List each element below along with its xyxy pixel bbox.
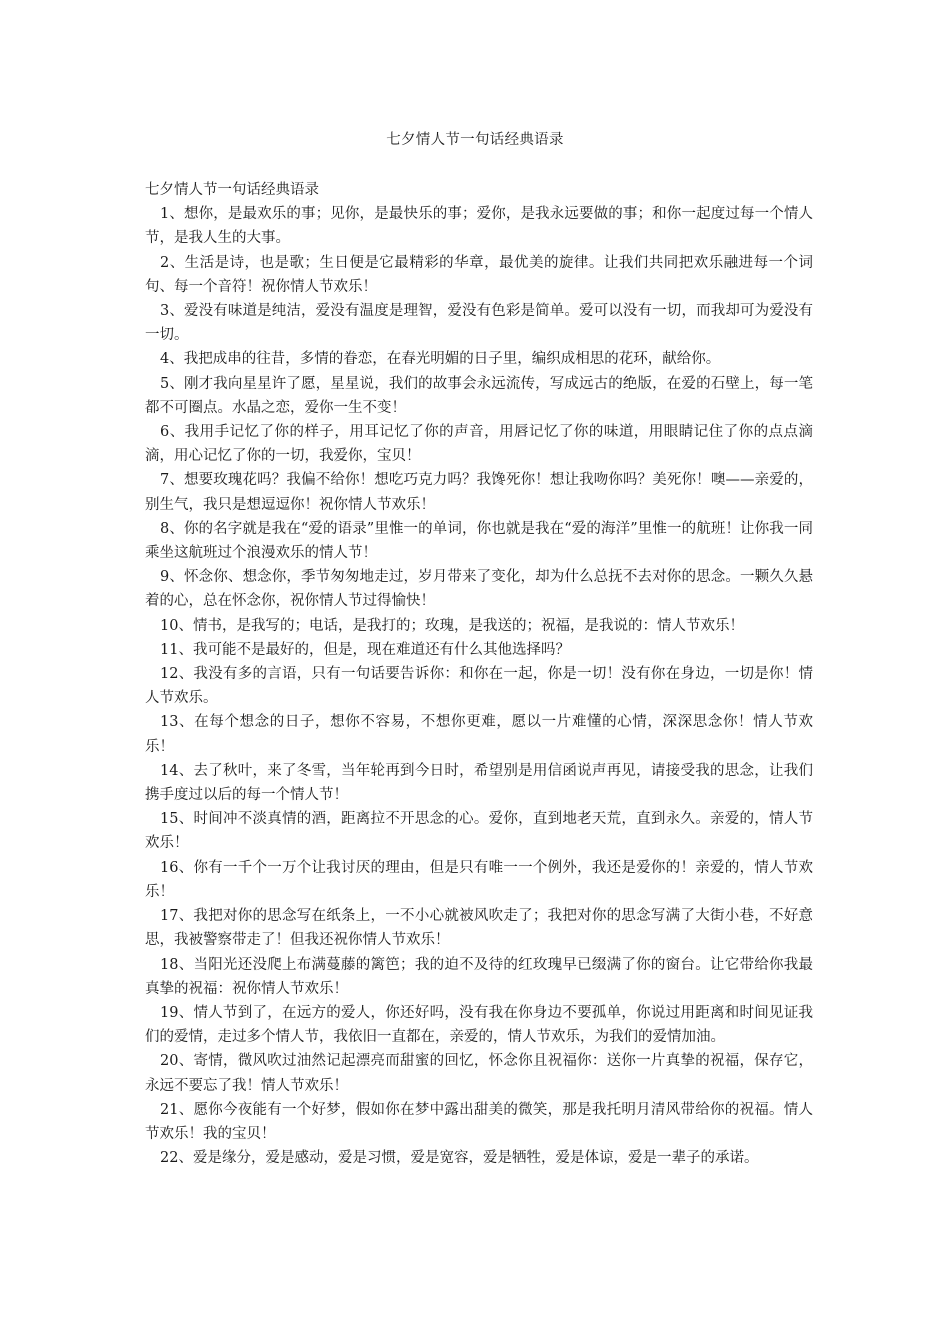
paragraph: 10、情书，是我写的；电话，是我打的；玫瑰，是我送的；祝福，是我说的：情人节欢乐！ — [160, 617, 744, 634]
paragraph: 1、想你，是最欢乐的事；见你，是最快乐的事；爱你，是我永远要做的事；和你一起度过每一个情人节，是我人生的大事。 — [145, 206, 813, 247]
paragraph: 12、我没有多的言语，只有一句话要告诉你：和你在一起，你是一切！没有你在身边，一切是你！情人节欢乐。 — [145, 666, 813, 707]
paragraph: 7、想要玫瑰花吗？我偏不给你！想吃巧克力吗？我馋死你！想让我吻你吗？美死你！噢——亲爱的，别生气，我只是想逗逗你！祝你情人节欢乐！ — [145, 472, 813, 513]
paragraph: 6、我用手记忆了你的样子，用耳记忆了你的声音，用唇记忆了你的味道，用眼睛记住了你的点点滴滴，用心记忆了你的一切，我爱你，宝贝！ — [145, 424, 813, 465]
paragraph: 22、爱是缘分，爱是感动，爱是习惯，爱是宽容，爱是牺牲，爱是体谅，爱是一辈子的承诺。 — [160, 1150, 759, 1167]
paragraph: 20、寄情，微风吹过油然记起漂亮而甜蜜的回忆，怀念你且祝福你：送你一片真挚的祝福，保存它，永远不要忘了我！情人节欢乐！ — [145, 1053, 813, 1094]
paragraph: 2、生活是诗，也是歌；生日便是它最精彩的华章，最优美的旋律。让我们共同把欢乐融进每一个词句、每一个音符！祝你情人节欢乐！ — [145, 254, 813, 295]
paragraph: 13、在每个想念的日子，想你不容易，不想你更难，愿以一片难懂的心情，深深思念你！情人节欢乐！ — [145, 714, 813, 755]
paragraph: 17、我把对你的思念写在纸条上，一不小心就被风吹走了；我把对你的思念写满了大街小巷，不好意思，我被警察带走了！但我还祝你情人节欢乐！ — [145, 908, 813, 949]
paragraph: 3、爱没有味道是纯洁，爱没有温度是理智，爱没有色彩是简单。爱可以没有一切，而我却可为爱没有一切。 — [145, 303, 813, 344]
document-body — [145, 178, 813, 1170]
paragraph: 15、时间冲不淡真情的酒，距离拉不开思念的心。爱你，直到地老天荒，直到永久。亲爱的，情人节欢乐！ — [145, 811, 813, 852]
paragraph: 5、刚才我向星星许了愿，星星说，我们的故事会永远流传，写成远古的绝版，在爱的石壁上，每一笔都不可圈点。水晶之恋，爱你一生不变！ — [145, 375, 813, 416]
page-title: 七夕情人节一句话经典语录 — [386, 132, 564, 148]
paragraph: 4、我把成串的往昔，多情的眷恋，在春光明媚的日子里，编织成相思的花环，献给你。 — [160, 351, 721, 368]
paragraph: 9、怀念你、想念你，季节匆匆地走过，岁月带来了变化，却为什么总抚不去对你的思念。一颗久久悬着的心，总在怀念你，祝你情人节过得愉快！ — [145, 569, 813, 610]
paragraph: 16、你有一千个一万个让我讨厌的理由，但是只有唯一一个例外，我还是爱你的！亲爱的，情人节欢乐！ — [145, 859, 813, 900]
paragraph: 8、你的名字就是我在“爱的语录”里惟一的单词，你也就是我在“爱的海洋”里惟一的航班！让你我一同乘坐这航班过个浪漫欢乐的情人节！ — [145, 520, 813, 562]
paragraph: 14、去了秋叶，来了冬雪，当年轮再到今日时，希望别是用信函说声再见，请接受我的思念，让我们携手度过以后的每一个情人节！ — [145, 762, 813, 804]
paragraph: 11、我可能不是最好的，但是，现在难道还有什么其他选择吗？ — [160, 641, 570, 658]
paragraph: 19、情人节到了，在远方的爱人，你还好吗，没有我在你身边不要孤单，你说过用距离和时间见证我们的爱情，走过多个情人节，我依旧一直都在，亲爱的，情人节欢乐，为我们的爱情加油。 — [145, 1004, 813, 1046]
paragraph: 21、愿你今夜能有一个好梦，假如你在梦中露出甜美的微笑，那是我托明月清风带给你的祝福。情人节欢乐！我的宝贝！ — [145, 1101, 813, 1142]
document-subtitle: 七夕情人节一句话经典语录 — [145, 182, 319, 198]
paragraph: 18、当阳光还没爬上布满蔓藤的篱笆；我的迫不及待的红玫瑰早已缀满了你的窗台。让它带给你我最真挚的祝福：祝你情人节欢乐！ — [145, 956, 813, 997]
